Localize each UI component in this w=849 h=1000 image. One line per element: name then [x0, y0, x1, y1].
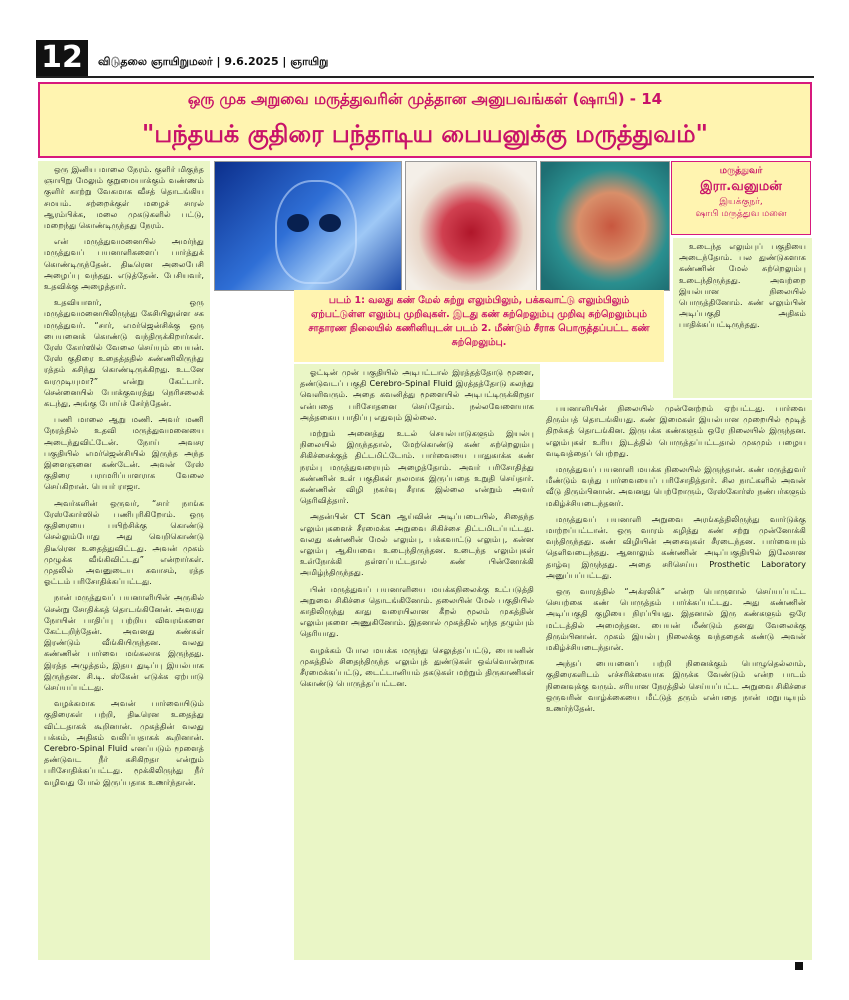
header-rule [36, 76, 814, 78]
paragraph: மருத்துவப் பயனாளி மயக்க நிலையில் இருந்தான். கண் மருத்துவர் மீண்டும் வந்து பார்வையைப் பரிசோதித்தார். சில நாட்களில் அவன் வீடு திரும்பினான். அவனது பெற்றோரும், ரேஸ்கோர்ஸ் நண்பர்களும் மகிழ்ச்சியடைந்தனர். [546, 464, 806, 508]
photo-caption: படம் 1: வலது கண் மேல் சுற்று எலும்பிலும், பக்கவாட்டு எலும்பிலும் ஏற்பட்டுள்ள எலும்பு முறிவுகள். இடது கண் சுற்றெலும்பு முறிவு சுற்றெலும்பும் சாதாரண நிலையில் கணினியுடன் படம் 2. மீண்டும் சீராக பொருத்தப்பட்ட கண் சுற்றெலும்பு. [294, 290, 664, 362]
article-column-2 [294, 364, 540, 960]
paragraph: மற்றும் அனைத்து உடல் செயல்பாடுகளும் இயல்பு நிலையில் இருந்ததால், மேற்கொண்டு கண் சுற்றெலும்பு சிகிச்சைக்குத் திட்டமிட்டோம். பார்வையை பாதுகாக்க கண் நரம்பு மருத்துவரையும் அழைத்தோம். அவர் பரிசோதித்து கண்ணின் உள் பகுதிகள் நலமாக இருப்பதை உறுதி செய்தார். கண்ணின் விழி நகர்வு சீராக இல்லை என்றும் அவர் தெரிவித்தார். [300, 428, 534, 506]
author-role: இயக்குநர், [719, 197, 763, 207]
surgery-image [405, 161, 537, 291]
paragraph: உடைந்த எலும்புப் பகுதியை அடைந்தோம். பல துண்டுகளாக கண்ணின் மேல் சுற்றெலும்பு உடைந்திருந்தது. அவற்றை இயல்பான நிலையில் பொருத்தினோம். கண் எலும்பின் அடிப்பகுதி அதிகம் பாதிக்கப்பட்டிருந்தது. [679, 241, 806, 330]
series-title: ஒரு முக அறுவை மருத்துவரின் முத்தான அனுபவங்கள் (ஷாபி) - 14 [187, 90, 663, 108]
paragraph: பின் மருத்துவப் பயனாளியை மயக்கநிலைக்கு உட்படுத்தி அறுவை சிகிச்சை தொடங்கினோம். தலையின் மேல் பகுதியில் காதிலிருந்து காது வரையிலான கீறல் மூலம் முகத்தின் எலும்புகளை அணுகினோம். இதனால் முகத்தில் எந்த தழும்பும் தெரியாது. [300, 583, 534, 639]
author-box [671, 161, 811, 235]
end-mark [795, 962, 803, 970]
xray-skull-image [214, 161, 402, 291]
paragraph: ஓட்டின் முன் பகுதியில் அடிபட்டால் இரத்தத்தோடு மூளை, தண்டுவடப் பகுதி Cerebro-Spinal Fluid இரத்தத்தோடு கலந்து வெளிவரும். அதை கவனித்து மூளையில் அடிபட்டிருக்கிறதா என்பதை பரிசோதனை செய்தோம். நல்லவேளையாக அத்தகைய பாதிப்பு எதுவும் இல்லை. [300, 367, 534, 422]
paragraph: என் மருத்துவமனையில் அமர்ந்து மருத்துவப் பயனாளிகளைப் பார்த்துக் கொண்டிருந்தேன். திடீரென அலைபேசி அழைப்பு வந்தது. எடுத்தேன். பேசியவர், உதவிக்கு அழைத்தார். [44, 236, 204, 292]
patient-image [540, 161, 670, 291]
paragraph: மருத்துவப் பயனாளி அறுவை அரங்கத்திலிருந்து வார்டுக்கு மாற்றப்பட்டான். ஒரு வாரம் கழித்து கண் சற்று முன்னோக்கி வந்திருந்தது. கண் விழியின் அசைவுகள் சீரடைந்தன. பார்வையும் தெளிவடைந்தது. ஆனாலும் கண்ணின் அடிப்பகுதியில் இலேசான தாழ்வு இருந்தது. அதை சரிசெய்ய Prosthetic Laboratory அனுப்பப்பட்டது. [546, 513, 806, 580]
author-name: இரா.வனுமன் [700, 179, 782, 194]
paragraph: உதவியாளர், ஒரு மருத்துவமனையிலிருந்து கேசியிலுள்ள சக மருத்துவர். “சார், எமர்ஜென்சிக்கு ஒரு பையனைக் கொண்டு வந்திருக்கிறார்கள். ரேஸ் கோர்ஸில் வேலை செய்யும் பையன். ரேஸ் குதிரை உதைத்ததில் கண்ணிலிருந்து ரத்தம் கசிந்து கொண்டிருக்கிறது. உடனே வரமுடியுமா?” என்று கேட்டார். சென்னையில் போக்குவரத்து நெரிசலைக் கடந்து, அங்கு போய்ச் சேர்ந்தேன். [44, 297, 204, 409]
article-column-3-top [673, 238, 812, 398]
paragraph: பணி மாலை ஆறு மணி. அவர் மணி நேரத்தில் உதவி மருத்துவமனையை அடைந்துவிட்டேன். நோய் அவசர பகுதியில் எமர்ஜென்சியில் இருந்த அந்த இளைஞனை கண்டேன். அவன் ரேஸ் குதிரை பராமரிப்பாளராக வேலை செய்கிறான். பெயர் ராஜா. [44, 414, 204, 492]
paragraph: அவர்களின் ஒருவர், “சார் நாங்க ரேஸ்கோர்ஸில் பணிபுரிகிறோம். ஒரு குதிரையை பயிற்சிக்கு கொண்டு செல்லும்போது அது வெறிகொண்டு திடீரென உதைத்துவிட்டது. அவன் முகம் முழுக்க வீங்கிவிட்டது” என்றார்கள். முதலில் அவனுடைய சுவாசம், ரத்த ஓட்டம் பரிசோதிக்கப்பட்டது. [44, 497, 204, 587]
article-headline: "பந்தயக் குதிரை பந்தாடிய பையனுக்கு மருத்துவம்" [141, 119, 709, 148]
paragraph: ஒரு வாரத்தில் “அக்ரலிக்” என்ற பொருளால் செய்யப்பட்ட செயற்கை கண் பொருத்தம் பார்க்கப்பட்டது. அது கண்ணின் அடிப்பகுதி குழியை நிரப்பியது. இதனால் இரு கண்களும் ஒரே மட்டத்தில் அமைந்தன. பையன் மீண்டும் தனது வேலைக்கு திரும்பினான். முகம் இயல்பு நிலைக்கு வந்ததைக் கண்டு அவன் மகிழ்ச்சியடைந்தான். [546, 586, 806, 653]
author-label: மருத்துவர் [719, 166, 763, 176]
author-hospital: ஷாபி மருத்துவ மனை [695, 209, 787, 219]
paragraph: அந்தப் பையனைப் பற்றி நினைக்கும் பொழுதெல்லாம், குதிரைகளிடம் எச்சரிக்கையாக இருக்க வேண்டும் என்ற பாடம் நினைவுக்கு வரும். சரியான நேரத்தில் செய்யப்பட்ட அறுவை சிகிச்சை ஒருவரின் வாழ்க்கையை மீட்டுத் தரும் என்பதை நான் மறுபடியும் உணர்ந்தேன். [546, 658, 806, 714]
article-column-1 [38, 161, 210, 960]
paragraph: வழக்கமாக அவன் பார்வையிடும் குதிரைகள் பற்றி, திடீரென உதைத்து விட்டதாகக் கூறினான். முகத்தின் வலது பக்கம், அதிகம் வலிப்பதாகக் கூறினான். Cerebro-Spinal Fluid எனப்படும் மூளைத் தண்டுவட நீர் கசிகிறதா என்றும் பரிசோதிக்கப்பட்டது. மூக்கிலிருந்து நீர் வழிவது போல் இருப்பதாக உணர்ந்தான். [44, 698, 204, 787]
publication-line: விடுதலை ஞாயிறுமலர் | 9.6.2025 | ஞாயிறு [98, 55, 329, 68]
headline-box [38, 112, 812, 158]
article-column-3 [540, 400, 812, 960]
paragraph: வழக்கம் போல மயக்க மருந்து செலுத்தப்பட்டு, பையனின் முகத்தில் சிதைந்திருந்த எலும்புத் துண்டுகள் ஒவ்வொன்றாக சீரமைக்கப்பட்டு, டைட்டானியம் தகடுகள் மற்றும் திருகாணிகள் கொண்டு பொருத்தப்பட்டன. [300, 644, 534, 689]
series-title-box [38, 82, 812, 114]
paragraph: நான் மருத்துவப் பயனாளியின் அருகில் சென்று சோதிக்கத் தொடங்கினேன். அவரது நோயின் பாதிப்பு பற்றிய விவரங்களை கேட்டறிந்தேன். அவனது கண்கள் இரண்டும் வீங்கியிருந்தன. வலது கண்ணின் பார்வை மங்கலாக இருந்தது. இரத்த அழுத்தம், இதய துடிப்பு இயல்பாக இருந்தன. சி.டி. ஸ்கேன் எடுக்க ஏற்பாடு செய்யப்பட்டது. [44, 592, 204, 692]
paragraph: அதன்பின் CT Scan ஆய்வின் அடிப்படையில், சிதைந்த எலும்புகளைச் சீரமைக்க அறுவை சிகிச்சை திட்டமிடப்பட்டது. வலது கண்ணின் மேல் எலும்பு, பக்கவாட்டு எலும்பு, கன்ன எலும்பு ஆகியவை உடைந்திருந்தன. உடைந்த எலும்புகள் உள்நோக்கி தள்ளப்பட்டதால் கண் பின்னோக்கி அமிழ்ந்திருந்தது. [300, 511, 534, 578]
paragraph: ஒரு இனிய மாலை நேரம். குளிர் மிகுந்த ஞாயிறு மேலும் குறுமையாக்கும் வண்ணம் குளிர் காற்று வேகமாக வீசத் தொடங்கிய சமயம். சற்றைக்குள் மழைச் சாரல் ஆரம்பிக்க, மலை முகடுகளில் பட்டு, மறைந்து கொண்டிருந்தது நேரம். [44, 164, 204, 231]
paragraph: பயனாளியின் நிலையில் முன்னேற்றம் ஏற்பட்டது. பார்வை திரும்பத் தொடங்கியது. கண் இமைகள் இயல்பான முறையில் மூடித் திறக்கத் தொடங்கின. இருபக்க கண்களும் ஒரே நிலையில் இருந்தன. எலும்புகள் உரிய இடத்தில் பொருத்தப்பட்டதால் முகமும் பழைய வடிவத்தைப் பெற்றது. [546, 403, 806, 458]
page-number: 12 [36, 40, 88, 76]
